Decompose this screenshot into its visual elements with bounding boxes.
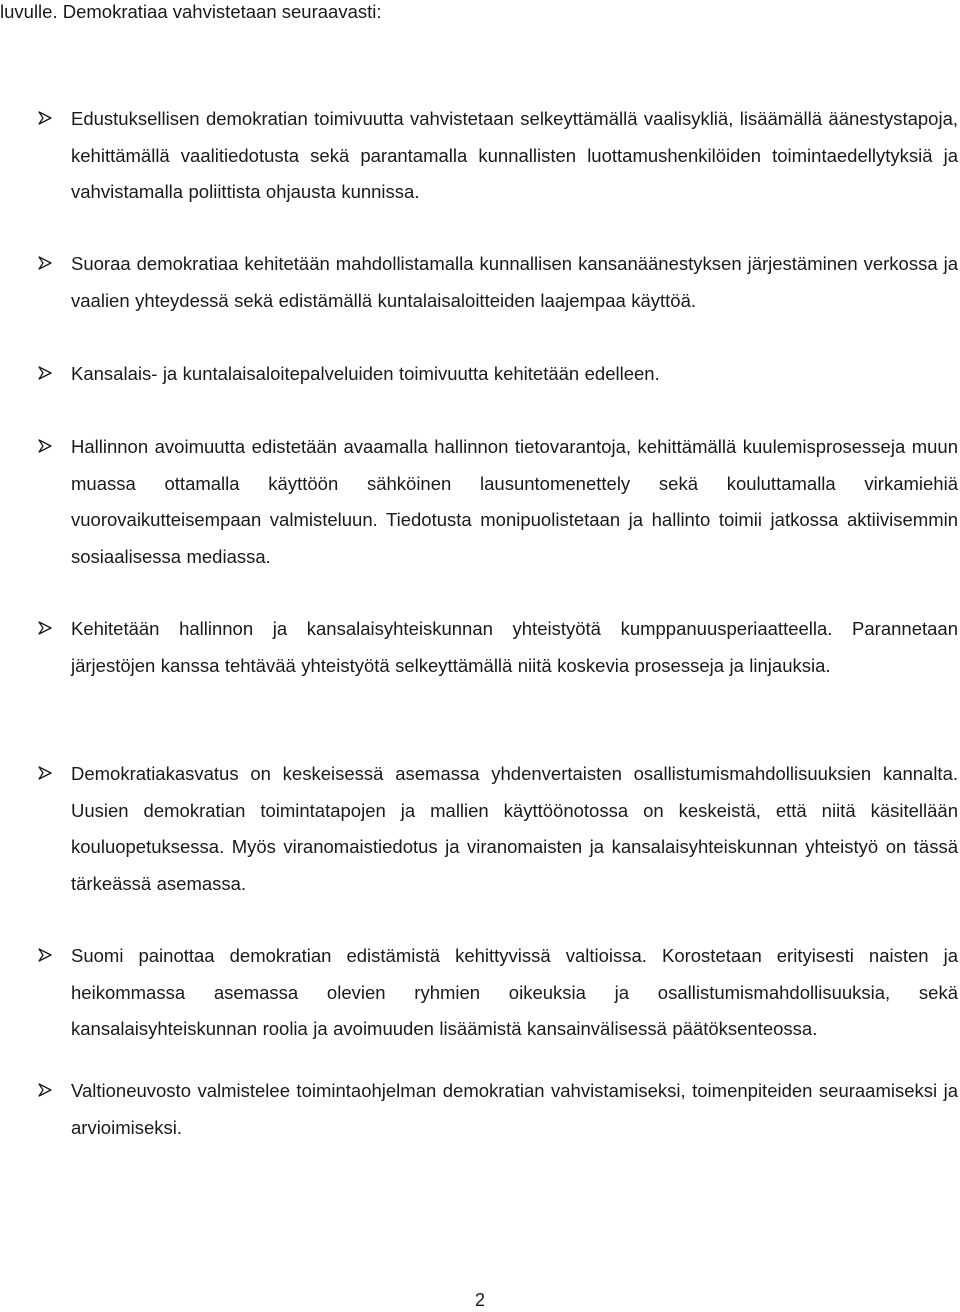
list-item-text: Edustuksellisen demokratian toimivuutta vahvistetaan selkeyttämällä vaalisykliä, lisäämällä äänestystapoja, kehittämällä vaalitiedotusta sekä parantamalla kunnallisten luottamushenkilöiden toimintaedellytyksiä ja vahvistamalla poliittista ohjausta kunnissa. <box>71 108 958 203</box>
arrow-bullet-icon <box>38 439 52 453</box>
list-item <box>38 756 958 902</box>
intro-line: luvulle. Demokratiaa vahvistetaan seuraavasti: <box>0 1 382 22</box>
list-item-text: Kansalais- ja kuntalaisaloitepalveluiden toimivuutta kehitetään edelleen. <box>71 363 660 384</box>
list-item-text: Valtioneuvosto valmistelee toimintaohjelman demokratian vahvistamiseksi, toimenpiteiden seuraamiseksi ja arvioimiseksi. <box>71 1080 958 1138</box>
arrow-bullet-icon <box>38 366 52 380</box>
list-item <box>38 611 958 684</box>
arrow-bullet-icon <box>38 1083 52 1097</box>
arrow-bullet-icon <box>38 948 52 962</box>
page-number: 2 <box>474 1290 485 1310</box>
list-item-text: Suomi painottaa demokratian edistämistä kehittyvissä valtioissa. Korostetaan erityisesti naisten ja heikommassa asemassa olevien ryhmien oikeuksia ja osallistumismahdollisuuksia, sekä kansalaisyhteiskunnan roolia ja avoimuuden lisäämistä kansainvälisessä päätöksenteossa. <box>71 945 958 1040</box>
list-item <box>38 1073 958 1146</box>
arrow-bullet-icon <box>38 766 52 780</box>
list-item <box>38 246 958 319</box>
arrow-bullet-icon <box>38 256 52 270</box>
list-item <box>38 101 958 211</box>
list-item-text: Demokratiakasvatus on keskeisessä asemassa yhdenvertaisten osallistumismahdollisuuksien kannalta. Uusien demokratian toimintatapojen ja mallien käyttöönotossa on keskeistä, että niitä käsitellään kouluopetuksessa. Myös viranomaistiedotus ja viranomaisten ja kansalaisyhteiskunnan yhteistyö on tässä tärkeässä asemassa. <box>71 763 958 894</box>
list-item <box>38 429 958 575</box>
list-item-text: Hallinnon avoimuutta edistetään avaamalla hallinnon tietovarantoja, kehittämällä kuulemisprosesseja muun muassa ottamalla käyttöön sähköinen lausuntomenettely sekä kouluttamalla virkamiehiä vuorovaikutteisempaan valmisteluun. Tiedotusta monipuolistetaan ja hallinto toimii jatkossa aktiivisemmin sosiaalisessa mediassa. <box>71 436 958 567</box>
list-item <box>38 356 958 393</box>
list-item <box>38 938 958 1048</box>
arrow-bullet-icon <box>38 621 52 635</box>
list-item-text: Kehitetään hallinnon ja kansalaisyhteiskunnan yhteistyötä kumppanuusperiaatteella. Parannetaan järjestöjen kanssa tehtävää yhteistyötä selkeyttämällä niitä koskevia prosesseja ja linjauksia. <box>71 618 958 676</box>
list-item-text: Suoraa demokratiaa kehitetään mahdollistamalla kunnallisen kansanäänestyksen järjestäminen verkossa ja vaalien yhteydessä sekä edistämällä kuntalaisaloitteiden laajempaa käyttöä. <box>71 253 958 311</box>
arrow-bullet-icon <box>38 111 52 125</box>
